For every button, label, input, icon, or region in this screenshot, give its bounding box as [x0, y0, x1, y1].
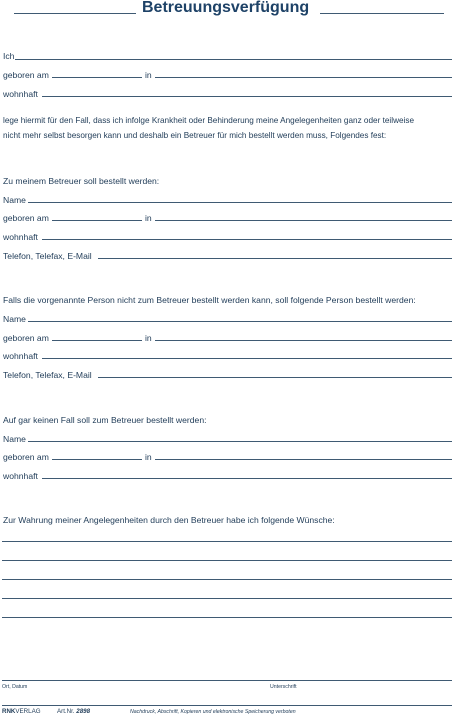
section1-heading: Zu meinem Betreuer soll bestellt werden:	[3, 176, 160, 186]
s3-field-geburtsort[interactable]	[155, 459, 452, 460]
s2-field-wohnhaft[interactable]	[42, 358, 452, 359]
footer-brand	[2, 708, 41, 715]
footer-art-label: Art.Nr.	[57, 708, 75, 715]
section4-heading: Zur Wahrung meiner Angelegenheiten durch den Betreuer habe ich folgende Wünsche:	[3, 515, 335, 525]
footer-rule	[2, 705, 452, 706]
wishes-line-2[interactable]	[2, 560, 452, 561]
s1-field-wohnhaft[interactable]	[42, 239, 452, 240]
s3-label-geboren-am: geboren am	[3, 452, 49, 462]
wishes-line-5[interactable]	[2, 617, 452, 618]
label-geboren-am: geboren am	[3, 70, 49, 80]
intro-text	[3, 113, 455, 143]
s2-label-wohnhaft: wohnhaft	[3, 351, 38, 361]
s2-label-kontakt: Telefon, Telefax, E-Mail	[3, 370, 92, 380]
label-ich: Ich	[3, 51, 15, 61]
title-rule-left	[14, 13, 136, 14]
s2-field-geburtsort[interactable]	[155, 340, 452, 341]
s2-field-kontakt[interactable]	[98, 377, 452, 378]
s1-label-wohnhaft: wohnhaft	[3, 232, 38, 242]
label-in: in	[145, 70, 152, 80]
page-title: Betreuungsverfügung	[142, 0, 310, 16]
label-unterschrift: Unterschrift	[270, 684, 297, 690]
s2-field-name[interactable]	[28, 321, 452, 322]
s3-field-name[interactable]	[28, 441, 452, 442]
s3-label-name: Name	[3, 434, 26, 444]
s3-label-in: in	[145, 452, 152, 462]
field-ich[interactable]	[15, 59, 452, 60]
label-wohnhaft: wohnhaft	[3, 89, 38, 99]
s1-label-name: Name	[3, 195, 26, 205]
s1-label-in: in	[145, 213, 152, 223]
s3-field-wohnhaft[interactable]	[42, 478, 452, 479]
field-geburtsort[interactable]	[155, 77, 452, 78]
title-bar	[0, 0, 455, 20]
footer-brand-verlag: VERLAG	[15, 708, 41, 715]
s2-label-in: in	[145, 333, 152, 343]
footer-art	[57, 708, 90, 715]
s1-field-name[interactable]	[28, 202, 452, 203]
s2-label-geboren-am: geboren am	[3, 333, 49, 343]
field-wohnhaft[interactable]	[42, 96, 452, 97]
intro-text-line1: lege hiermit für den Fall, dass ich infolge Krankheit oder Behinderung meine Angelegenheiten ganz oder teilweise	[3, 116, 414, 125]
section3-heading: Auf gar keinen Fall soll zum Betreuer bestellt werden:	[3, 415, 207, 425]
signature-line[interactable]	[2, 680, 452, 681]
wishes-line-4[interactable]	[2, 598, 452, 599]
s3-field-geboren-am[interactable]	[52, 459, 142, 460]
footer-notice: Nachdruck, Abschrift, Kopieren und elektronische Speicherung verboten	[130, 709, 296, 715]
footer-brand-rnk: RNK	[2, 708, 16, 715]
s3-label-wohnhaft: wohnhaft	[3, 471, 38, 481]
wishes-line-3[interactable]	[2, 579, 452, 580]
s1-field-geburtsort[interactable]	[155, 220, 452, 221]
intro-text-line2: nicht mehr selbst besorgen kann und deshalb ein Betreuer für mich bestellt werden muss, Folgendes fest:	[3, 131, 387, 140]
section2-heading: Falls die vorgenannte Person nicht zum Betreuer bestellt werden kann, soll folgende Person bestellt werden:	[3, 295, 416, 305]
wishes-line-1[interactable]	[2, 541, 452, 542]
s2-label-name: Name	[3, 314, 26, 324]
s2-field-geboren-am[interactable]	[52, 340, 142, 341]
label-ort-datum: Ort, Datum	[2, 684, 28, 690]
s1-field-kontakt[interactable]	[98, 258, 452, 259]
footer-art-number: 2898	[76, 708, 91, 715]
title-rule-right	[320, 13, 444, 14]
field-geboren-am[interactable]	[52, 77, 142, 78]
s1-label-kontakt: Telefon, Telefax, E-Mail	[3, 251, 92, 261]
s1-label-geboren-am: geboren am	[3, 213, 49, 223]
s1-field-geboren-am[interactable]	[52, 220, 142, 221]
